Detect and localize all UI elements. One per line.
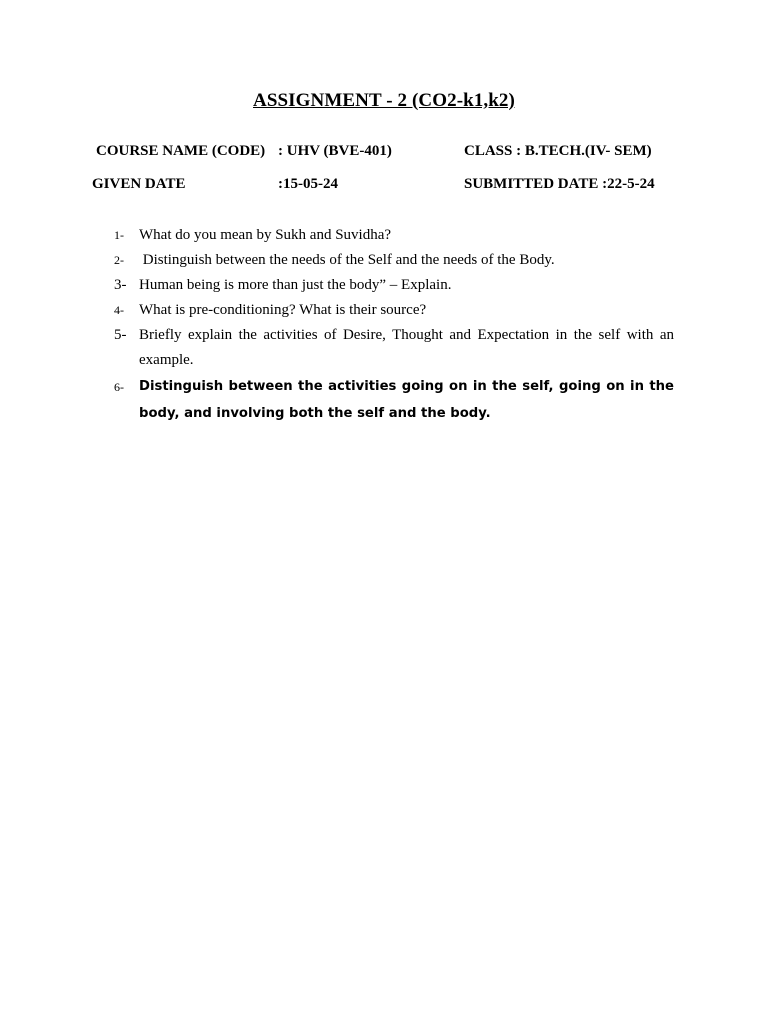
question-item — [114, 273, 674, 298]
course-name-value: : UHV (BVE-401) — [278, 143, 392, 159]
question-number: 6- — [114, 380, 124, 394]
class-label: CLASS : B.TECH.(IV- SEM) — [464, 143, 652, 159]
given-date-value: :15-05-24 — [278, 176, 338, 192]
question-item — [114, 298, 674, 323]
assignment-title: ASSIGNMENT - 2 (CO2-k1,k2) — [253, 90, 515, 111]
question-number: 2- — [114, 253, 124, 267]
given-date-label: GIVEN DATE — [92, 176, 186, 192]
question-text: Briefly explain the activities of Desire, Thought and Expectation in the self with an example. — [139, 327, 674, 368]
question-number: 5- — [114, 327, 127, 343]
question-text: Human being is more than just the body” – Explain. — [139, 277, 452, 293]
question-number: 3- — [114, 277, 127, 293]
question-text: What is pre-conditioning? What is their source? — [139, 302, 427, 318]
question-text: What do you mean by Sukh and Suvidha? — [139, 227, 392, 243]
question-item — [114, 223, 674, 248]
course-name-label: COURSE NAME (CODE) — [96, 143, 266, 159]
question-item — [114, 323, 674, 373]
question-number: 1- — [114, 228, 124, 242]
question-text: Distinguish between the needs of the Self and the needs of the Body. — [139, 252, 555, 268]
question-item — [114, 374, 674, 427]
question-list — [114, 223, 674, 427]
question-text: Distinguish between the activities going on in the self, going on in the body, and involving both the self and the body. — [139, 379, 674, 421]
question-item — [114, 248, 674, 273]
question-number: 4- — [114, 303, 124, 317]
submitted-date-label: SUBMITTED DATE :22-5-24 — [464, 176, 655, 192]
